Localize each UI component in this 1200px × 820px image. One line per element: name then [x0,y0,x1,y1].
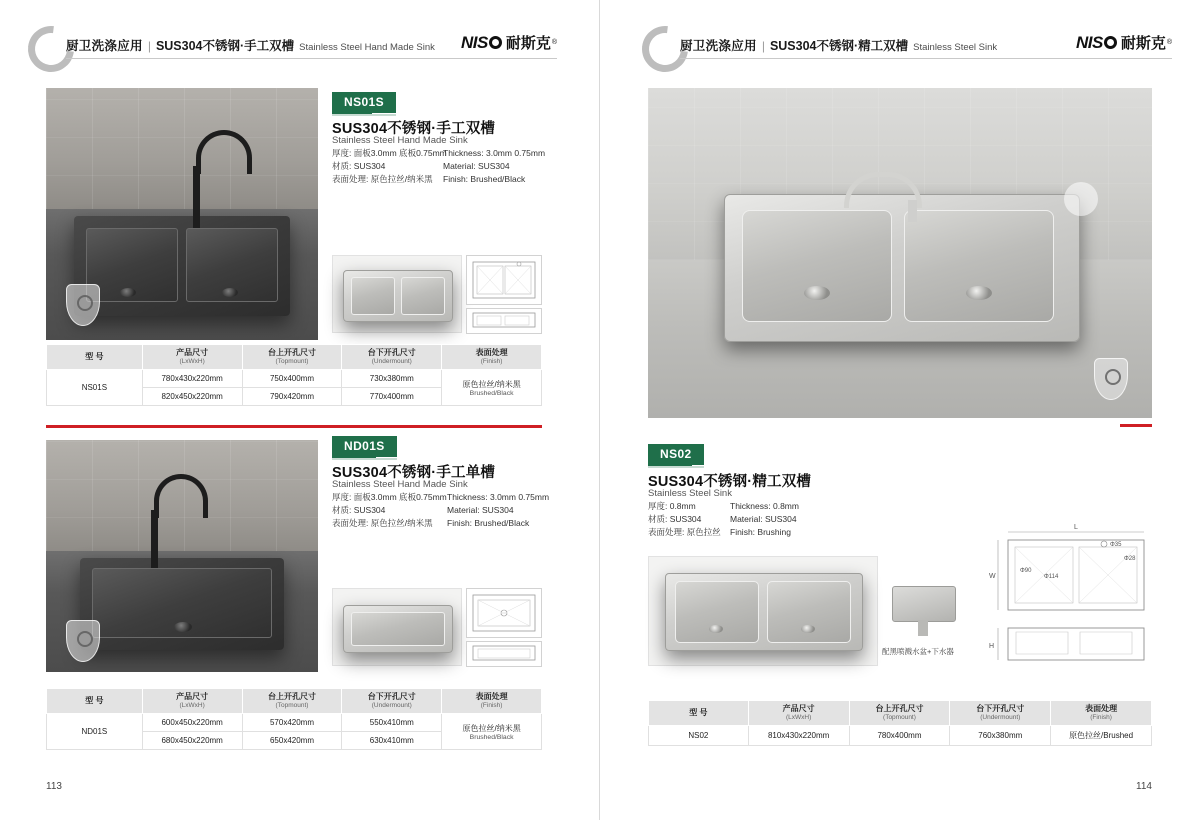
svg-text:Φ28: Φ28 [1124,556,1136,562]
header-divider: | [761,39,765,53]
brand-name-cn: 耐斯克 [1120,35,1166,52]
th-finish: 表面处理 (Finish) [1051,701,1152,726]
svg-text:Φ114: Φ114 [1044,574,1059,580]
header-rule [680,58,1172,59]
cell-topmount: 790x420mm [242,388,342,406]
product-photo-nd01s [46,440,318,672]
tech-drawing-top-2 [466,588,542,638]
accent-rule-red [1120,424,1152,427]
header-title-en: Stainless Steel Sink [913,42,998,53]
th-size: 产品尺寸 (LxWxH) [142,689,242,714]
product-spec-cn [648,500,721,540]
spec-table-ns02 [648,700,1152,746]
spec-thickness-cn: 厚度: 面板3.0mm 底板0.75mm [332,148,447,158]
brand-logo [461,32,557,53]
table-row [649,726,1152,746]
product-title-en: Stainless Steel Sink [648,488,732,499]
spec-material-cn: 材质: SUS304 [332,161,386,172]
cell-undermount: 730x380mm [342,370,442,388]
th-finish: 表面处理 (Finish) [442,345,542,370]
spec-thickness-en: Thickness: 3.0mm 0.75mm [447,492,550,502]
cell-topmount: 650x420mm [242,732,342,750]
svg-text:L: L [1074,524,1078,531]
brand-o-icon [1104,36,1117,49]
photo-wall [46,88,318,214]
cell-undermount: 770x400mm [342,388,442,406]
th-undermount: 台下开孔尺寸 (Undermount) [342,689,442,714]
cell-model: NS01S [47,370,143,406]
brand-name: NIS [460,32,488,52]
cell-size: 680x450x220mm [142,732,242,750]
th-topmount: 台上开孔尺寸 (Topmount) [242,345,342,370]
drain-right [966,286,992,300]
sink-basin-left [742,210,892,322]
tech-drawing-ns02 [986,520,1156,672]
spec-material-en: Material: SUS304 [443,161,510,172]
spread-gutter [599,0,600,820]
right-page [600,0,1200,820]
product-spec-en [443,147,545,187]
cell-undermount: 760x380mm [950,726,1051,746]
product-code-ns02: NS02 [648,444,704,465]
svg-text:Φ90: Φ90 [1020,568,1032,574]
product-title-en: Stainless Steel Hand Made Sink [332,135,468,146]
cell-model: ND01S [47,714,143,750]
accessory-drain-basket [888,578,966,640]
table-header-row [47,689,542,714]
faucet-stem [193,166,200,228]
header-divider: | [147,39,151,53]
product-code-nd01s: ND01S [332,436,397,457]
brand-name: NIS [1075,32,1103,52]
header-title-group [680,36,997,55]
product-title-cn: SUS304不锈钢·手工单槽 [332,465,496,481]
spec-finish-cn: 表面处理: 原色拉丝/纳米黑 [332,518,433,529]
th-topmount: 台上开孔尺寸 (Topmount) [849,701,950,726]
product-title-cn: SUS304不锈钢·精工双槽 [648,474,812,490]
header-category: 厨卫洗涤应用 [66,39,143,53]
cell-size: 780x430x220mm [142,370,242,388]
dish-bowl [1064,182,1098,216]
spec-material-cn: 材质: SUS304 [332,505,386,516]
th-undermount: 台下开孔尺寸 (Undermount) [342,345,442,370]
product-render-thumb-2 [332,588,462,666]
svg-text:W: W [989,573,996,580]
cell-size: 820x450x220mm [142,388,242,406]
table-row [47,370,542,388]
spec-finish-en: Finish: Brushing [730,527,791,538]
drain-left [804,286,830,300]
drain-center [174,622,192,632]
cell-size: 810x430x220mm [748,726,849,746]
cell-topmount: 570x420mm [242,714,342,732]
spec-material-en: Material: SUS304 [447,505,514,516]
page-number-left: 113 [46,781,62,792]
th-model: 型 号 [47,345,143,370]
table-header-row [649,701,1152,726]
cell-finish: 原色拉丝/Brushed [1051,726,1152,746]
cell-topmount: 750x400mm [242,370,342,388]
tech-drawing-top [466,255,542,305]
product-render-ns02 [648,556,878,666]
table-row [47,714,542,732]
th-size: 产品尺寸 (LxWxH) [748,701,849,726]
spec-finish-en: Finish: Brushed/Black [443,174,526,185]
cell-undermount: 550x410mm [342,714,442,732]
left-page-header [28,26,557,70]
th-finish: 表面处理 (Finish) [442,689,542,714]
spec-finish-cn: 表面处理: 原色拉丝 [648,527,721,538]
brand-reg: ® [551,39,557,46]
product-render-thumb-1 [332,255,462,333]
faucet-stem [151,510,158,568]
header-rule [66,58,557,59]
product-spec-en [730,500,799,540]
th-model: 型 号 [47,689,143,714]
spec-thickness-en: Thickness: 0.8mm [730,501,799,511]
page-number-right: 114 [1136,781,1152,792]
product-spec-en [447,491,549,531]
drain-right [222,288,238,297]
right-page-header [642,26,1172,70]
header-title-en: Stainless Steel Hand Made Sink [299,42,435,53]
section-divider-red [46,425,542,428]
product-photo-ns01s [46,88,318,340]
spec-table-nd01s [46,688,542,750]
brand-reg: ® [1166,39,1172,46]
svg-text:Φ35: Φ35 [1110,542,1122,548]
tech-drawing-side-2 [466,641,542,667]
header-category: 厨卫洗涤应用 [680,39,757,53]
hero-photo-ns02 [648,88,1152,418]
tech-drawing-side [466,308,542,334]
svg-text:H: H [989,643,995,650]
cell-finish: 原色拉丝/纳米黑 Brushed/Black [442,714,542,750]
cell-model: NS02 [649,726,749,746]
th-size: 产品尺寸 (LxWxH) [142,345,242,370]
spec-table-ns01s [46,344,542,406]
spec-material-en: Material: SUS304 [730,514,797,525]
cell-undermount: 630x410mm [342,732,442,750]
table-header-row [47,345,542,370]
product-spec-cn [332,147,447,187]
header-title-cn: SUS304不锈钢·手工双槽 [155,39,295,53]
th-topmount: 台上开孔尺寸 (Topmount) [242,689,342,714]
sink-basin-right [904,210,1054,322]
product-spec-cn [332,491,447,531]
header-title-group [66,36,435,55]
cell-finish: 原色拉丝/纳米黑 Brushed/Black [442,370,542,406]
product-title-cn: SUS304不锈钢·手工双槽 [332,121,496,137]
cell-size: 600x450x220mm [142,714,242,732]
faucet-stem [908,200,917,222]
accessory-caption: 配黑喷溅水盆+下水器 [882,647,954,656]
cell-topmount: 780x400mm [849,726,950,746]
brand-name-cn: 耐斯克 [505,35,551,52]
spec-thickness-en: Thickness: 3.0mm 0.75mm [443,148,546,158]
product-code-ns01s: NS01S [332,92,396,113]
spec-material-cn: 材质: SUS304 [648,514,702,525]
code-underline [648,464,692,466]
product-title-en: Stainless Steel Hand Made Sink [332,479,468,490]
spec-thickness-cn: 厚度: 0.8mm [648,501,696,511]
drain-left [120,288,136,297]
spec-finish-en: Finish: Brushed/Black [447,518,530,529]
header-title-cn: SUS304不锈钢·精工双槽 [769,39,909,53]
brand-o-icon [489,36,502,49]
brand-logo [1076,32,1172,53]
code-underline [332,456,376,458]
th-undermount: 台下开孔尺寸 (Undermount) [950,701,1051,726]
code-underline [332,112,372,114]
spec-thickness-cn: 厚度: 面板3.0mm 底板0.75mm [332,492,447,502]
th-model: 型 号 [649,701,749,726]
spec-finish-cn: 表面处理: 原色拉丝/纳米黑 [332,174,433,185]
